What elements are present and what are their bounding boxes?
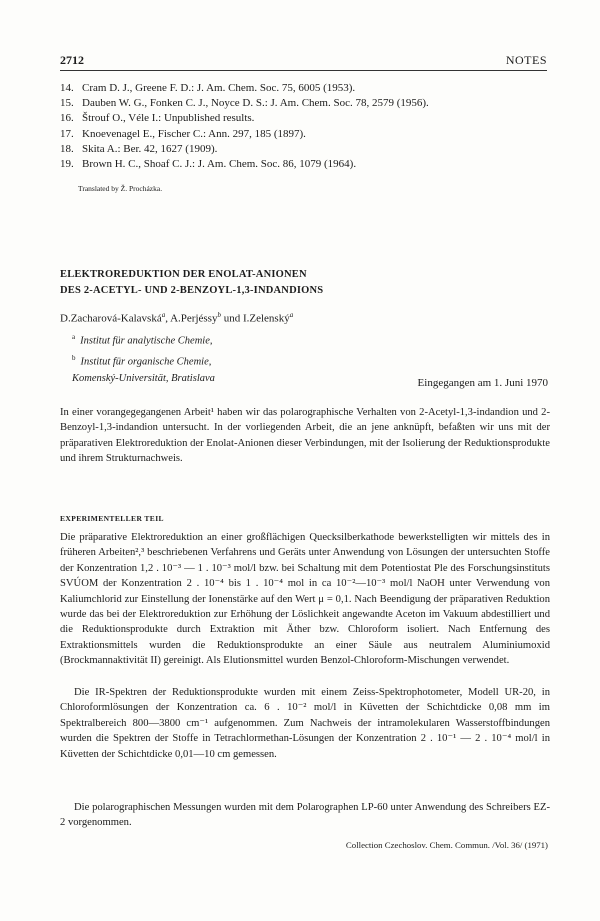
abstract-paragraph: In einer vorangegegangenen Arbeit¹ haben wir das polarographische Verhalten von 2-Acetyl-1,3-indandion und 2-Benzoyl-1,3-indandion untersucht. In der vorliegenden Arbeit, die an jene anknüpft, befaßten wir uns mit der präparativen Elektroreduktion der Enolat-Anionen dieser Verbindungen, mit der Isolierung der Reduktionsprodukte und ihrem Strukturnachweis. [60,407,550,465]
author-name: A.Perjéssy [170,312,218,325]
translator-note: Translated by Ž. Procházka. [78,184,163,193]
reference-number: 18. [60,142,74,155]
author-name: D.Zacharová-Kalavská [60,312,162,325]
reference-number: 19. [60,158,74,171]
reference-text: Cram D. J., Greene F. D.: J. Am. Chem. Soc. 75, 6005 (1953). [82,82,356,94]
reference-text: Knoevenagel E., Fischer C.: Ann. 297, 185 (1897). [82,127,306,140]
reference-text: Skita A.: Ber. 42, 1627 (1909). [82,142,218,155]
reference-item [60,157,547,172]
reference-number: 15. [60,97,74,110]
affiliation-mark: b [72,353,76,362]
affiliation-item [72,370,215,387]
page-header [60,50,547,71]
affiliation-list [72,329,215,387]
body-paragraph-3: Die polarographischen Messungen wurden mit dem Polarographen LP-60 unter Anwendung des Schreibers EZ-2 vorgenommen. [60,802,550,829]
section-heading: EXPERIMENTELLER TEIL [60,514,164,523]
reference-item [60,142,547,157]
reference-number: 17. [60,127,74,140]
author-affiliation-mark: b [217,311,221,319]
title-line-2: DES 2-ACETYL- UND 2-BENZOYL-1,3-INDANDIONS [60,285,324,296]
affiliation-item [72,350,215,371]
body-paragraph-2: Die IR-Spektren der Reduktionsprodukte wurden mit einem Zeiss-Spektrophotometer, Modell UR-20, in Chloroformlösungen der Konzentration ca. 6 . 10⁻² mol/l in Küvetten der Schichtdicke 0,08 mm im Spektralbereich 800—3800 cm⁻¹ aufgenommen. Zum Nachweis der intramolekularen Wasserstoffbindungen wurden die Spektren der Stoffe in Tetrachlormethan-Lösungen der Konzentration 2 . 10⁻¹ — 2 . 10⁻⁴ mol/l in Küvetten der Schichtdicke 0,01—10 cm gemessen. [60,687,550,760]
affiliation-item [72,329,215,350]
reference-text: Dauben W. G., Fonken C. J., Noyce D. S.: J. Am. Chem. Soc. 78, 2579 (1956). [82,97,429,110]
reference-item [60,127,547,142]
page-number: 2712 [60,53,84,67]
affiliation-mark: a [72,333,76,341]
reference-item [60,111,547,126]
reference-number: 16. [60,112,74,125]
section-label: NOTES [505,53,547,67]
reference-list [60,81,547,172]
author-list: D.Zacharová-Kalavská$^a$, A.Perjéssy$^b$ und I.Zelenský$^a$ [60,311,294,325]
author-affiliation-mark: a [161,311,166,319]
reference-text: Brown H. C., Shoaf C. J.: J. Am. Chem. Soc. 86, 1079 (1964). [82,158,357,171]
reference-item [60,81,547,96]
affiliation-text: Institut für analytische Chemie, [80,335,213,347]
affiliation-text: Komenský-Universität, Bratislava [72,373,215,384]
journal-footer: Collection Czechoslov. Chem. Commun. /Vol. 36/ (1971) [345,840,548,850]
article-title [60,267,323,299]
reference-item [60,96,547,111]
author-affiliation-mark: a [289,311,294,319]
title-line-1: ELEKTROREDUKTION DER ENOLAT-ANIONEN [60,269,307,280]
reference-number: 14. [60,82,74,94]
body-paragraph-1: Die präparative Elektroreduktion an einer großflächigen Quecksilberkathode bewerkstelligten wir mittels des in früheren Arbeiten²,³ beschriebenen Verfahrens und Geräts unter Anwendung von Lösungen der untersuchten Stoffe der Konzentration 1,2 . 10⁻³ — 1 . 10⁻³ mol/l bzw. bei Schaltung mit dem Potentiostat Ple des Forschungsinstituts SVÚOM der Konzentration 2 . 10⁻⁴ bis 1 . 10⁻⁴ mol in ca 10⁻²—10⁻³ mol/l NaOH unter Verwendung von Kaliumchlorid zur Einstellung der Ionenstärke auf den Wert μ = 0,1. Nach Beendigung der präparativen Reduktion wurde das bei der Elektroreduktion zur Erhöhung der Löslichkeit angewandte Aceton im Vakuum abdestilliert und die Reduktionsprodukte durch Extraktion mit Äther bzw. Chloroform isoliert. Nach Entfernung des Extraktionsmittels wurden die Reduktionsprodukte an einer Säule aus neutralem Aluminiumoxid (Brockmannaktivität II) gereinigt. Als Elutionsmittel wurden Benzol-Chloroform-Mischungen verwendet. [60,532,550,667]
author-name: I.Zelenský [242,312,290,325]
received-date: Eingegangen am 1. Juni 1970 [417,377,548,389]
author-conjunction: und [223,312,241,325]
reference-text: Štrouf O., Véle I.: Unpublished results. [82,112,255,125]
affiliation-text: Institut für organische Chemie, [80,356,212,367]
